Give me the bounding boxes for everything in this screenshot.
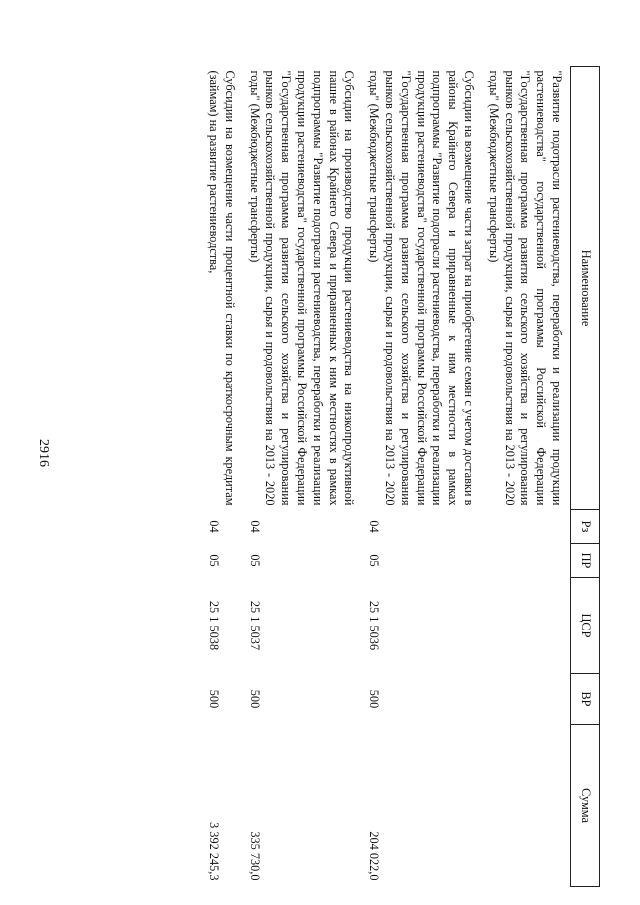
row-sum: 204 022,0	[367, 831, 382, 881]
row-pr: 05	[247, 554, 262, 567]
row-name: Субсидии на производство продукции растениеводства на низкопродуктивной пашне в районах Крайнего Севера и приравненных к ним местностях в рамках подпрограммы "Развитие подотрасли растениеводства, переработки и реализации продукции растениеводства" государственной программы Российской Федерации "Государственная программа развития сельского хозяйства и регулирования рынков сельскохозяйственной продукции, сырья и продовольствия на 2013 - 2020 годы" (Межбюджетные трансферты)	[247, 70, 357, 506]
page-number: 2916	[36, 439, 51, 467]
row-rz: 04	[367, 520, 382, 533]
table-row	[482, 67, 570, 887]
rotated-page-content	[40, 66, 600, 886]
row-csr: 25 1 5037	[247, 600, 262, 651]
row-rz	[482, 510, 570, 544]
header-pr: ПР	[571, 544, 600, 578]
table-header-row	[571, 67, 600, 887]
row-csr	[482, 578, 570, 674]
header-rz: Рз	[571, 510, 600, 544]
row-vr: 500	[247, 689, 262, 709]
budget-table	[202, 66, 600, 887]
row-name: Субсидии на возмещение части затрат на приобретение семян с учетом доставки в районы Крайнего Севера и приравненные к ним местности в рамках подпрограммы "Развитие подотрасли растениеводства, переработки и реализации продукции растениеводства" государственной программы Российской Федерации "Государственная программа развития сельского хозяйства и регулирования рынков сельскохозяйственной продукции, сырья и продовольствия на 2013 - 2020 годы" (Межбюджетные трансферты)	[367, 70, 477, 506]
row-csr: 25 1 5038	[207, 600, 222, 651]
header-sum: Сумма	[571, 725, 600, 887]
row-sum: 335 730,0	[247, 831, 262, 881]
row-vr: 500	[207, 689, 222, 709]
row-rz: 04	[207, 520, 222, 533]
row-name: Субсидии на возмещение части процентной ставки по краткосрочным кредитам (займам) на развитие растениеводства,	[207, 70, 237, 506]
row-sum: 3 392 245,3	[207, 822, 222, 881]
row-name: "Развитие подотрасли растениеводства, переработки и реализации продукции растениеводства" государственной программы Российской Федерации "Государственная программа развития сельского хозяйства и регулирования рынков сельскохозяйственной продукции, сырья и продовольствия на 2013 - 2020 годы" (Межбюджетные трансферты)	[486, 70, 564, 506]
row-pr: 05	[207, 554, 222, 567]
row-pr	[482, 544, 570, 578]
header-name: Наименование	[571, 67, 600, 510]
row-rz: 04	[247, 520, 262, 533]
header-csr: ЦСР	[571, 578, 600, 674]
table-row	[202, 67, 243, 887]
header-vr: ВР	[571, 674, 600, 725]
table-row	[243, 67, 363, 887]
row-csr: 25 1 5036	[367, 600, 382, 651]
row-vr	[482, 674, 570, 725]
row-pr: 05	[367, 554, 382, 567]
table-row	[362, 67, 482, 887]
row-sum	[482, 725, 570, 887]
row-vr: 500	[367, 689, 382, 709]
